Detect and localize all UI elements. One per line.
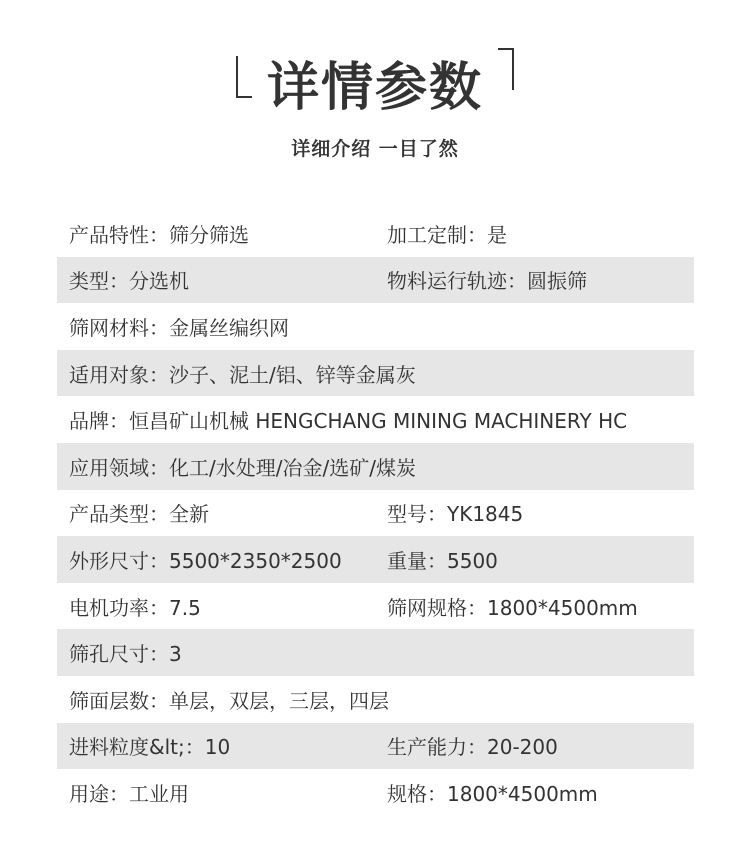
spec-cell: 筛面层数：单层，双层，三层，四层 <box>69 688 389 713</box>
spec-row <box>57 676 694 723</box>
page-subtitle: 详细介绍 一目了然 <box>291 138 459 160</box>
spec-row <box>57 723 694 770</box>
spec-cell: 筛网材料：金属丝编织网 <box>69 315 289 340</box>
spec-row <box>57 257 694 304</box>
spec-row <box>57 536 694 583</box>
spec-cell: 产品类型：全新 <box>69 502 209 527</box>
spec-cell: 物料运行轨迹：圆振筛 <box>387 269 587 294</box>
page-title: 详情参数 <box>266 58 483 118</box>
spec-row <box>57 350 694 397</box>
spec-cell: 应用领域：化工/水处理/冶金/选矿/煤炭 <box>69 455 416 480</box>
spec-row <box>57 490 694 537</box>
spec-cell: 用途：工业用 <box>69 781 189 806</box>
spec-row <box>57 583 694 630</box>
spec-table <box>57 210 694 816</box>
spec-cell: 产品特性：筛分筛选 <box>69 222 249 247</box>
header <box>0 0 750 200</box>
spec-row <box>57 210 694 257</box>
spec-cell: 进料粒度&lt;：10 <box>69 735 231 760</box>
spec-row <box>57 629 694 676</box>
spec-cell: 筛孔尺寸：3 <box>69 642 182 667</box>
spec-row <box>57 443 694 490</box>
spec-cell: 适用对象：沙子、泥土/铝、锌等金属灰 <box>69 362 416 387</box>
spec-cell: 类型：分选机 <box>69 269 189 294</box>
spec-cell: 型号：YK1845 <box>387 502 524 527</box>
spec-cell: 外形尺寸：5500*2350*2500 <box>69 548 342 573</box>
spec-row <box>57 396 694 443</box>
spec-cell: 电机功率：7.5 <box>69 595 201 620</box>
spec-cell: 加工定制：是 <box>387 222 507 247</box>
title-bracket-right <box>498 48 514 90</box>
spec-cell: 规格：1800*4500mm <box>387 781 598 806</box>
spec-cell: 重量：5500 <box>387 548 498 573</box>
spec-cell: 筛网规格：1800*4500mm <box>387 595 638 620</box>
spec-row <box>57 303 694 350</box>
spec-row <box>57 769 694 816</box>
spec-cell: 生产能力：20-200 <box>387 735 558 760</box>
spec-cell: 品牌：恒昌矿山机械 HENGCHANG MINING MACHINERY HC <box>69 409 628 434</box>
